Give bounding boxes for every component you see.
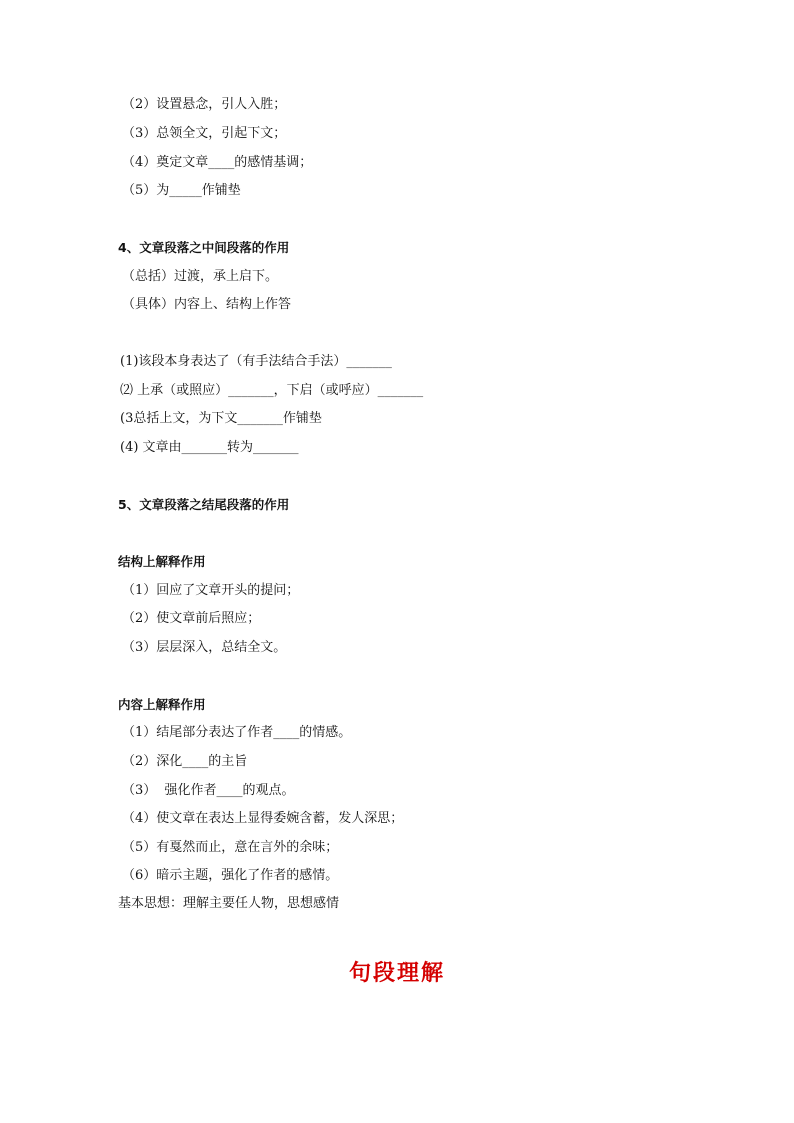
middle-specific: （具体）内容上、结构上作答 [122,297,292,312]
structure-item: （1）回应了文章开头的提问； [122,583,300,598]
opening-item: （3）总领全文，引起下文； [122,126,287,141]
opening-item: （2）设置悬念，引人入胜； [122,97,287,112]
content-item: （6）暗示主题，强化了作者的感情。 [122,868,339,883]
basic-idea: 基本思想：理解主要任人物，思想感情 [118,896,340,911]
middle-summary: （总括）过渡，承上启下。 [122,269,279,284]
structure-item: （3）层层深入，总结全文。 [122,640,287,655]
middle-item: ⑵ 上承（或照应）_______，下启（或呼应）_______ [120,383,424,398]
section-title: 句段理解 [348,961,445,986]
middle-item: (4) 文章由_______转为_______ [120,440,299,455]
opening-item: （5）为_____作铺垫 [122,183,241,198]
section-heading-middle: 4、文章段落之中间段落的作用 [118,240,290,255]
opening-item: （4）奠定文章____的感情基调； [122,155,313,170]
content-item: （1）结尾部分表达了作者____的情感。 [122,725,352,740]
structure-item: （2）使文章前后照应； [122,611,261,626]
middle-item: (3总括上文，为下文_______作铺垫 [120,411,322,426]
content-item: （3） 强化作者____的观点。 [122,783,295,798]
content-item: （2）深化____的主旨 [122,754,248,769]
content-item: （4）使文章在表达上显得委婉含蓄，发人深思； [122,811,404,826]
content-item: （5）有戛然而止，意在言外的余味； [122,840,339,855]
middle-item: (1)该段本身表达了（有手法结合手法）_______ [120,354,392,369]
content-heading: 内容上解释作用 [118,697,206,712]
structure-heading: 结构上解释作用 [118,554,206,569]
section-heading-ending: 5、文章段落之结尾段落的作用 [118,497,290,512]
